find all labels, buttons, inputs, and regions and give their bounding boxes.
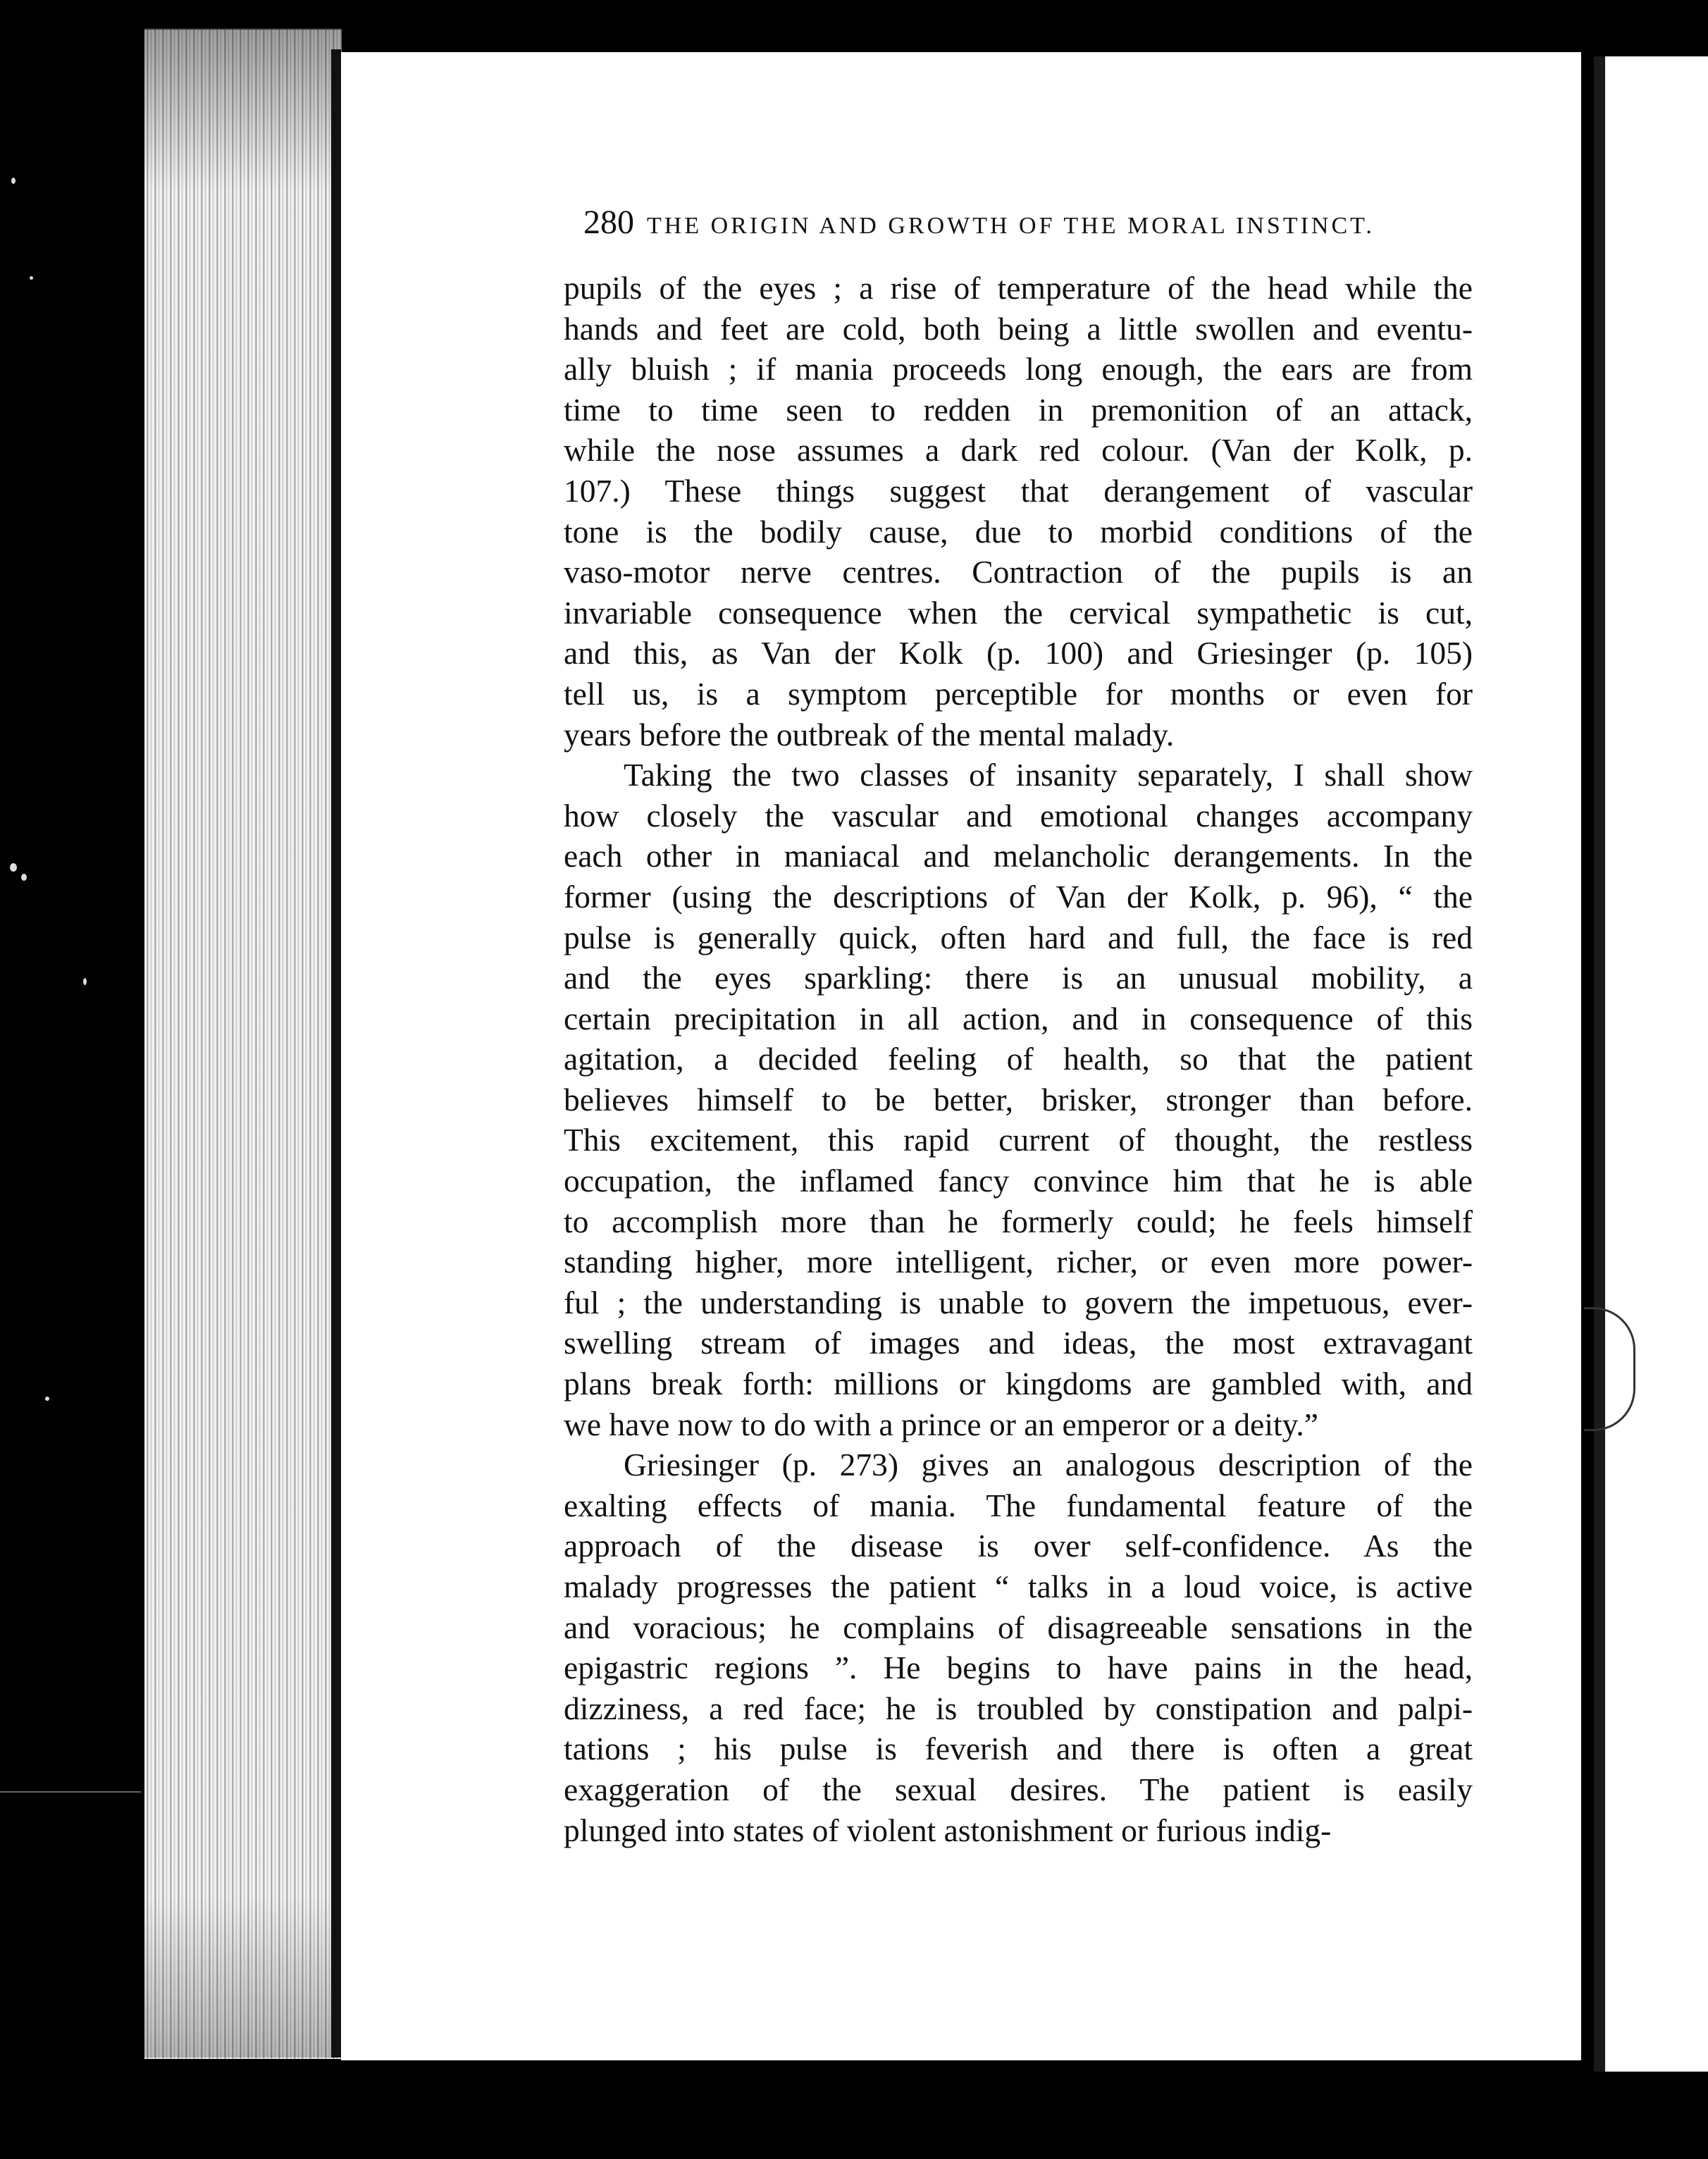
text-line: plunged into states of violent astonishment or furious indig-	[564, 1812, 1332, 1848]
text-line: pulse is generally quick, often hard and full, the face is red	[564, 919, 1473, 955]
text-line: This excitement, this rapid current of thought, the restless	[564, 1122, 1473, 1158]
fore-edge-shadow	[144, 28, 342, 2058]
text-line: invariable consequence when the cervical sympathetic is cut,	[564, 594, 1473, 631]
text-line: exaggeration of the sexual desires. The patient is easily	[564, 1771, 1473, 1807]
dust-speck	[30, 276, 33, 280]
text-line: pupils of the eyes ; a rise of temperature of the head while the	[564, 270, 1473, 306]
paragraph	[564, 268, 1473, 755]
text-line: occupation, the inflamed fancy convince him that he is able	[564, 1163, 1473, 1199]
dust-speck	[83, 978, 87, 985]
dust-speck	[11, 178, 16, 184]
paragraph	[564, 755, 1473, 1445]
text-line: Taking the two classes of insanity separately, I shall show	[624, 757, 1473, 793]
dust-speck	[21, 874, 27, 881]
dust-speck	[45, 1397, 49, 1401]
text-line: certain precipitation in all action, and in consequence of this	[564, 1000, 1473, 1037]
page-gutter	[331, 49, 341, 2058]
text-line: each other in maniacal and melancholic derangements. In the	[564, 838, 1473, 874]
text-line: agitation, a decided feeling of health, so that the patient	[564, 1041, 1473, 1077]
text-line: 107.) These things suggest that derangement of vascular	[564, 472, 1473, 509]
text-line: epigastric regions ”. He begins to have pains in the head,	[564, 1650, 1473, 1686]
text-line: to accomplish more than he formerly could; he feels himself	[564, 1203, 1473, 1239]
text-line: and this, as Van der Kolk (p. 100) and Griesinger (p. 105)	[564, 635, 1473, 672]
page-number: 280	[583, 204, 634, 241]
dust-speck	[10, 863, 17, 872]
text-line: ally bluish ; if mania proceeds long enough, the ears are from	[564, 351, 1473, 388]
running-title: THE ORIGIN AND GROWTH OF THE MORAL INSTINCT.	[647, 213, 1375, 239]
text-line: believes himself to be better, brisker, stronger than before.	[564, 1081, 1473, 1118]
text-line: tell us, is a symptom perceptible for months or even for	[564, 675, 1473, 712]
text-line: and voracious; he complains of disagreeable sensations in the	[564, 1609, 1473, 1645]
text-line: swelling stream of images and ideas, the most extravagant	[564, 1325, 1473, 1361]
text-line: malady progresses the patient “ talks in a loud voice, is active	[564, 1569, 1473, 1604]
body-text	[564, 268, 1473, 1850]
text-line: plans break forth: millions or kingdoms are gambled with, and	[564, 1366, 1473, 1402]
text-line: former (using the descriptions of Van der Kolk, p. 96), “ the	[564, 878, 1473, 915]
paragraph	[564, 1445, 1473, 1850]
text-line: years before the outbreak of the mental malady.	[564, 716, 1175, 753]
text-line: hands and feet are cold, both being a little swollen and eventu-	[564, 310, 1473, 347]
text-line: vaso-motor nerve centres. Contraction of the pupils is an	[564, 554, 1473, 590]
text-line: ful ; the understanding is unable to govern the impetuous, ever-	[564, 1284, 1473, 1320]
dust-speck	[0, 1791, 141, 1793]
facing-page-edge	[1594, 56, 1708, 2072]
text-line: how closely the vascular and emotional changes accompany	[564, 797, 1473, 834]
running-head	[583, 203, 1457, 242]
text-line: we have now to do with a prince or an emperor or a deity.”	[564, 1406, 1318, 1442]
text-line: and the eyes sparkling: there is an unusual mobility, a	[564, 960, 1473, 996]
text-line: while the nose assumes a dark red colour. (Van der Kolk, p.	[564, 432, 1473, 469]
text-line: exalting effects of mania. The fundamental feature of the	[564, 1487, 1473, 1523]
text-line: approach of the disease is over self-confidence. As the	[564, 1528, 1473, 1564]
text-line: dizziness, a red face; he is troubled by constipation and palpi-	[564, 1690, 1473, 1726]
page-clip-shadow	[1584, 1307, 1635, 1431]
text-line: Griesinger (p. 273) gives an analogous description of the	[624, 1447, 1473, 1483]
text-line: tone is the bodily cause, due to morbid conditions of the	[564, 513, 1473, 550]
text-line: tations ; his pulse is feverish and there is often a great	[564, 1731, 1473, 1767]
text-line: standing higher, more intelligent, richer, or even more power-	[564, 1244, 1473, 1280]
text-line: time to time seen to redden in premonition of an attack,	[564, 391, 1473, 428]
